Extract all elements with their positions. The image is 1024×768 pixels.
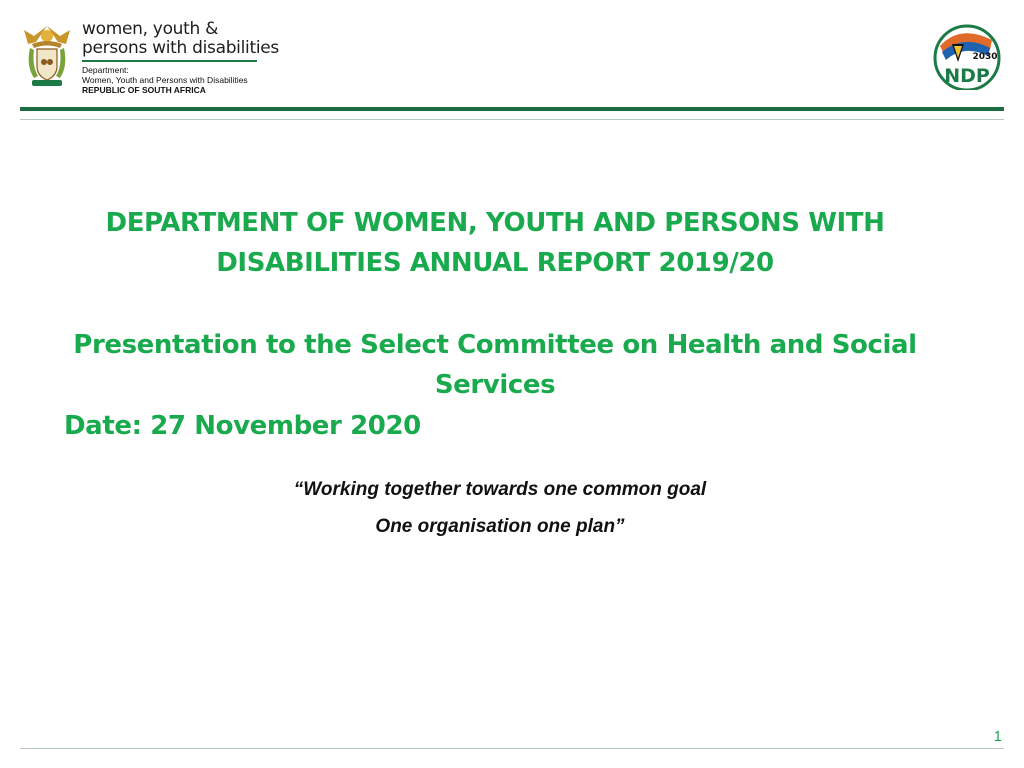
presentation-subtitle [60, 325, 930, 405]
country-name: REPUBLIC OF SOUTH AFRICA [82, 85, 206, 95]
header-divider-thin [20, 119, 1004, 120]
report-title-line-2: DISABILITIES ANNUAL REPORT 2019/20 [216, 248, 774, 278]
brand-divider [82, 60, 257, 62]
department-label: Department: [82, 65, 129, 75]
brand-line-2: persons with disabilities [82, 38, 279, 58]
department-branding [82, 20, 282, 95]
slide-number: 1 [993, 728, 1002, 745]
presentation-date: Date: 27 November 2020 [64, 411, 421, 441]
coat-of-arms-icon [20, 22, 74, 90]
footer-divider [20, 748, 1004, 749]
motto-line-2: One organisation one plan” [375, 516, 625, 537]
subtitle-line-1: Presentation to the Select Committee on Health and Social [73, 330, 917, 360]
brand-line-1: women, youth & [82, 19, 219, 39]
report-title-line-1: DEPARTMENT OF WOMEN, YOUTH AND PERSONS WITH [105, 208, 885, 238]
ndp-2030-logo [930, 22, 1004, 90]
ndp-text: NDP [944, 65, 990, 87]
report-title [60, 203, 930, 283]
subtitle-line-2: Services [434, 370, 556, 400]
header-divider-thick [20, 107, 1004, 111]
ndp-year: 2030 [972, 52, 998, 62]
department-name: Women, Youth and Persons with Disabilities [82, 75, 248, 85]
slide-header [0, 0, 1024, 125]
motto-line-1: “Working together towards one common goal [293, 479, 707, 500]
